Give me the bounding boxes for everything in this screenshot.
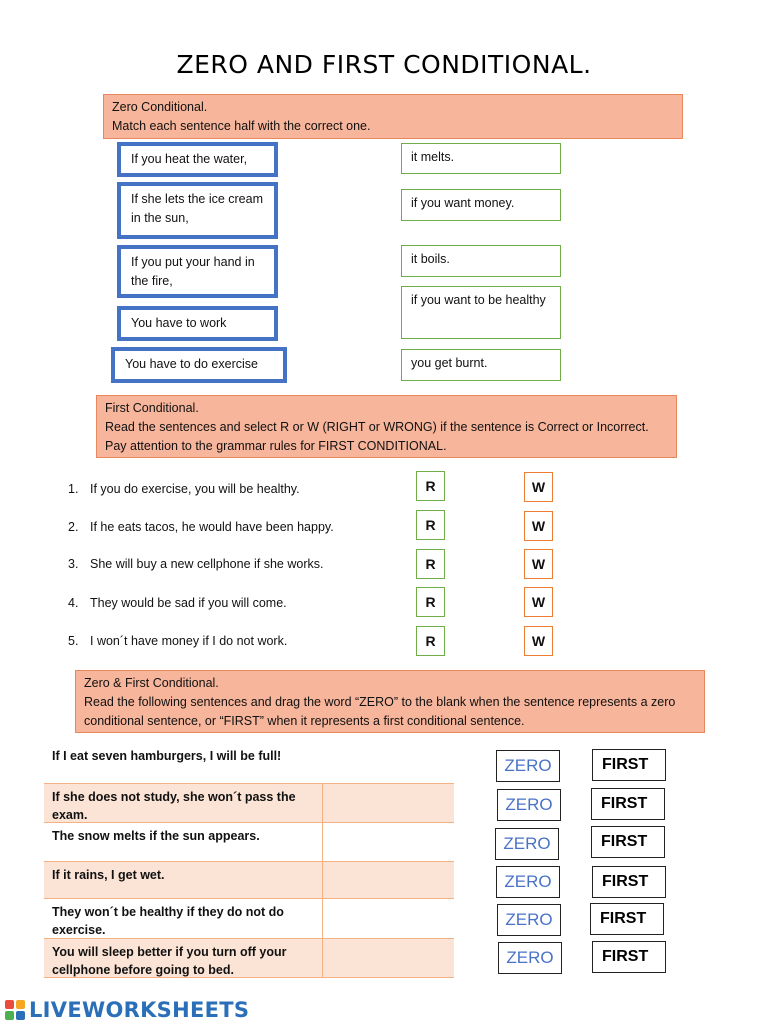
rw-text: She will buy a new cellphone if she works. — [90, 557, 324, 571]
sentence-row — [44, 743, 454, 783]
wrong-button[interactable]: W — [524, 626, 553, 656]
match-left-item[interactable] — [117, 182, 278, 239]
sentence-row — [44, 823, 454, 861]
rw-number: 3. — [68, 557, 79, 571]
first-conditional-instructions — [96, 395, 677, 458]
match-right-text: if you want to be healthy — [411, 293, 546, 307]
sentence-text: You will sleep better if you turn off your cellphone before going to bed. — [52, 945, 287, 977]
right-button[interactable]: R — [416, 510, 445, 540]
zero-draggable[interactable]: ZERO — [495, 828, 559, 860]
rw-sentence — [68, 482, 300, 496]
match-left-text: If she lets the ice cream in the sun, — [131, 192, 264, 225]
match-right-text: it boils. — [411, 252, 450, 266]
right-button[interactable]: R — [416, 471, 445, 501]
match-right-item[interactable] — [401, 245, 561, 277]
right-button[interactable]: R — [416, 587, 445, 617]
sentence-row — [44, 938, 454, 978]
rw-text: If he eats tacos, he would have been happy. — [90, 520, 334, 534]
match-left-item[interactable] — [117, 245, 278, 298]
wrong-button[interactable]: W — [524, 472, 553, 502]
zero-draggable[interactable]: ZERO — [496, 750, 560, 782]
drop-blank[interactable] — [322, 862, 455, 898]
section-instruction: Read the sentences and select R or W (RIGHT or WRONG) if the sentence is Correct or Incorrect. Pay attention to the grammar rules for FIRST CONDITIONAL. — [105, 420, 649, 453]
rw-text: They would be sad if you will come. — [90, 596, 287, 610]
zero-first-instructions — [75, 670, 705, 733]
right-button[interactable]: R — [416, 549, 445, 579]
match-right-text: it melts. — [411, 150, 455, 164]
match-left-item[interactable] — [111, 347, 287, 383]
match-left-text: If you heat the water, — [131, 152, 248, 166]
wrong-button[interactable]: W — [524, 549, 553, 579]
rw-number: 5. — [68, 634, 79, 648]
section-heading: Zero & First Conditional. — [84, 676, 219, 690]
sentence-row — [44, 899, 454, 938]
rw-text: I won´t have money if I do not work. — [90, 634, 288, 648]
right-button[interactable]: R — [416, 626, 445, 656]
section-instruction: Read the following sentences and drag the word “ZERO” to the blank when the sentence represents a zero conditional sentence, or “FIRST” when it represents a first conditional sentence. — [84, 695, 676, 728]
logo-text: LIVEWORKSHEETS — [29, 998, 250, 1022]
rw-sentence — [68, 557, 323, 571]
match-left-text: You have to do exercise — [125, 357, 258, 371]
rw-text: If you do exercise, you will be healthy. — [90, 482, 300, 496]
section-instruction: Match each sentence half with the correct one. — [112, 119, 371, 133]
sentence-text: If I eat seven hamburgers, I will be full! — [52, 749, 282, 763]
drop-blank[interactable] — [322, 823, 455, 861]
first-draggable[interactable]: FIRST — [591, 826, 665, 858]
drop-blank[interactable] — [322, 784, 455, 822]
match-left-item[interactable] — [117, 142, 278, 177]
match-left-item[interactable] — [117, 306, 278, 341]
sentence-text: The snow melts if the sun appears. — [52, 829, 260, 843]
rw-number: 2. — [68, 520, 79, 534]
first-draggable[interactable]: FIRST — [592, 941, 666, 973]
sentence-text: If she does not study, she won´t pass the exam. — [52, 790, 296, 822]
drop-blank[interactable] — [322, 899, 455, 938]
sentence-row — [44, 783, 454, 823]
page-title: ZERO AND FIRST CONDITIONAL. — [176, 50, 592, 79]
zero-draggable[interactable]: ZERO — [498, 942, 562, 974]
wrong-button[interactable]: W — [524, 587, 553, 617]
sentence-text: They won´t be healthy if they do not do exercise. — [52, 905, 284, 937]
match-right-item[interactable] — [401, 189, 561, 221]
zero-draggable[interactable]: ZERO — [496, 866, 560, 898]
match-right-item[interactable] — [401, 286, 561, 339]
section-heading: Zero Conditional. — [112, 100, 208, 114]
rw-sentence — [68, 596, 287, 610]
first-draggable[interactable]: FIRST — [590, 903, 664, 935]
wrong-button[interactable]: W — [524, 511, 553, 541]
first-draggable[interactable]: FIRST — [591, 788, 665, 820]
match-right-item[interactable] — [401, 143, 561, 174]
match-right-text: you get burnt. — [411, 356, 488, 370]
rw-number: 1. — [68, 482, 79, 496]
match-right-text: if you want money. — [411, 196, 515, 210]
section-heading: First Conditional. — [105, 401, 199, 415]
sentence-text: If it rains, I get wet. — [52, 868, 165, 882]
zero-draggable[interactable]: ZERO — [497, 789, 561, 821]
zero-conditional-instructions — [103, 94, 683, 139]
rw-sentence — [68, 634, 287, 648]
match-right-item[interactable] — [401, 349, 561, 381]
match-left-text: You have to work — [131, 316, 227, 330]
liveworksheets-logo — [4, 996, 249, 1024]
first-draggable[interactable]: FIRST — [592, 866, 666, 898]
drop-blank[interactable] — [322, 939, 455, 977]
sentence-row — [44, 861, 454, 899]
rw-sentence — [68, 520, 334, 534]
rw-number: 4. — [68, 596, 79, 610]
first-draggable[interactable]: FIRST — [592, 749, 666, 781]
match-left-text: If you put your hand in the fire, — [131, 255, 255, 288]
liveworksheets-logo-icon — [4, 998, 26, 1022]
zero-draggable[interactable]: ZERO — [497, 904, 561, 936]
